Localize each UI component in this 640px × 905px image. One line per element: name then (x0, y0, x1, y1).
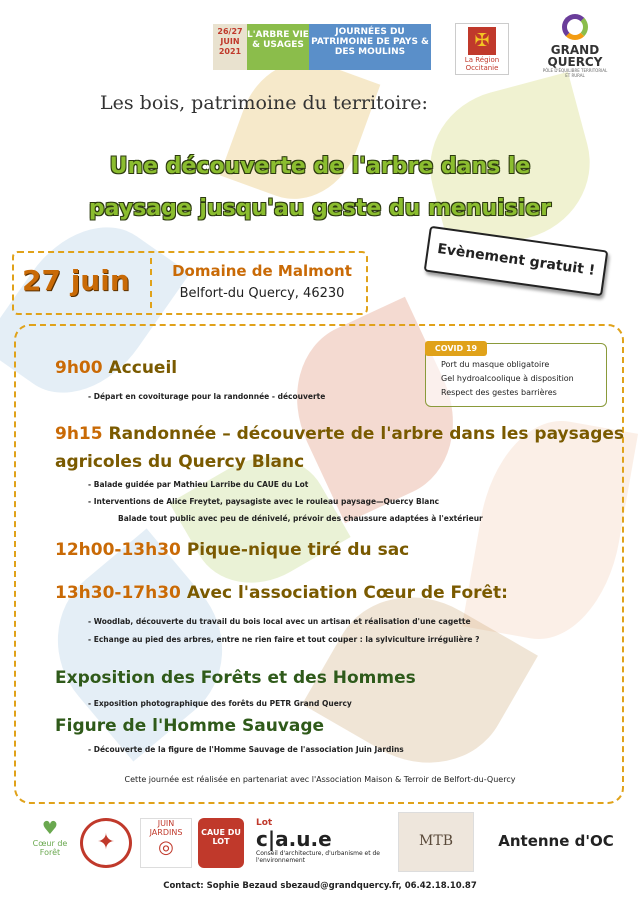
partnership-note: Cette journée est réalisée en partenariat avec l'Association Maison & Terroir de Belfort-du-Quercy (124, 775, 516, 784)
logo-arbre: L'ARBRE VIE & USAGES (247, 24, 309, 70)
contact-line: Contact: Sophie Bezaud sbezaud@grandquercy.fr, 06.42.18.10.87 (163, 881, 477, 891)
subtitle: Les bois, patrimoine du territoire: (100, 92, 428, 114)
section-detail: - Woodlab, découverte du travail du bois local avec un artisan et réalisation d'une cagette (88, 617, 471, 626)
occitanie-label: La Région Occitanie (464, 56, 500, 72)
covid-line: Gel hydroalcoolique à disposition (441, 374, 574, 383)
coeur-label: Cœur de Forêt (32, 839, 68, 857)
section-title: Randonnée – découverte de l'arbre dans les paysages (108, 424, 625, 444)
section-coeur-de-foret (55, 583, 508, 603)
section-detail: - Exposition photographique des forêts du PETR Grand Quercy (88, 699, 352, 708)
antenne-doc-logo: Antenne d'OC (482, 818, 630, 868)
section-detail: - Interventions de Alice Freytet, paysagiste avec le rouleau paysage—Quercy Blanc (88, 497, 440, 506)
page-title (20, 146, 620, 230)
covid-line: Respect des gestes barrières (441, 388, 557, 397)
section-detail: - Départ en covoiturage pour la randonnée - découverte (88, 392, 326, 401)
logo-dates: 26/27 JUIN 2021 (213, 24, 247, 70)
covid-badge: COVID 19 (425, 341, 487, 356)
association-logo: ✦ (80, 818, 132, 868)
juin-jardins-logo: JUIN JARDINS ◎ (140, 818, 192, 868)
event-date: 27 juin (22, 264, 130, 297)
section-title-cont: agricoles du Quercy Blanc (55, 452, 305, 472)
date-divider (150, 258, 152, 308)
section-time: 12h00-13h30 (55, 540, 181, 560)
occitanie-logo (455, 23, 509, 75)
section-detail: - Balade guidée par Mathieu Larribe du CAUE du Lot (88, 480, 309, 489)
section-randonnee (55, 424, 624, 444)
section-time: 13h30-17h30 (55, 583, 181, 603)
grand-quercy-hexagon-icon (562, 14, 588, 40)
section-detail: Balade tout public avec peu de dénivelé, prévoir des chaussure adaptées à l'extérieur (118, 514, 483, 523)
section-title: Avec l'association Cœur de Forêt: (186, 583, 508, 603)
section-detail: - Découverte de la figure de l'Homme Sauvage de l'association Juin Jardins (88, 745, 404, 754)
section-accueil (55, 358, 177, 378)
title-line-2: paysage jusqu'au geste du menuisier (88, 196, 552, 221)
caue-name: c|a.u.e (256, 827, 332, 851)
section-exposition: Exposition des Forêts et des Hommes (55, 668, 416, 688)
covid-line: Port du masque obligatoire (441, 360, 550, 369)
section-title: Accueil (108, 358, 178, 378)
maison-terroir-logo (398, 812, 474, 872)
mtb-label: MTB (419, 833, 453, 849)
grand-quercy-name: GRAND QUERCY (547, 43, 603, 69)
grand-quercy-sub: PÔLE D'ÉQUILIBRE TERRITORIAL ET RURAL (542, 68, 608, 78)
caue-desc: Conseil d'architecture, d'urbanisme et de l'environnement (256, 850, 381, 864)
section-detail: - Echange au pied des arbres, entre ne rien faire et tout couper : la sylviculture irrégulière ? (88, 635, 480, 644)
logo-journees: JOURNÉES DU PATRIMOINE DE PAYS & DES MOULINS (311, 27, 429, 57)
section-homme-sauvage: Figure de l'Homme Sauvage (55, 716, 325, 736)
free-event-badge: Evènement gratuit ! (424, 226, 609, 297)
section-title: Pique-nique tiré du sac (186, 540, 410, 560)
journees-patrimoine-logo (213, 24, 431, 70)
section-pique-nique (55, 540, 409, 560)
event-town: Belfort-du Quercy, 46230 (179, 286, 345, 301)
caue-lot: Lot (256, 818, 273, 828)
section-time: 9h00 (55, 358, 103, 378)
event-venue: Domaine de Malmont (172, 262, 352, 280)
coeur-de-foret-logo: ♥ Cœur de Forêt (28, 818, 72, 868)
juin-jardins-label: JUIN JARDINS (149, 819, 183, 837)
caue-lot-red-logo: CAUE DU LOT (198, 818, 244, 868)
title-line-1: Une découverte de l'arbre dans le (109, 154, 531, 179)
caue-logo (256, 818, 386, 868)
section-time: 9h15 (55, 424, 103, 444)
occitanie-cross-icon: ✠ (468, 27, 496, 55)
grand-quercy-logo (540, 14, 610, 82)
